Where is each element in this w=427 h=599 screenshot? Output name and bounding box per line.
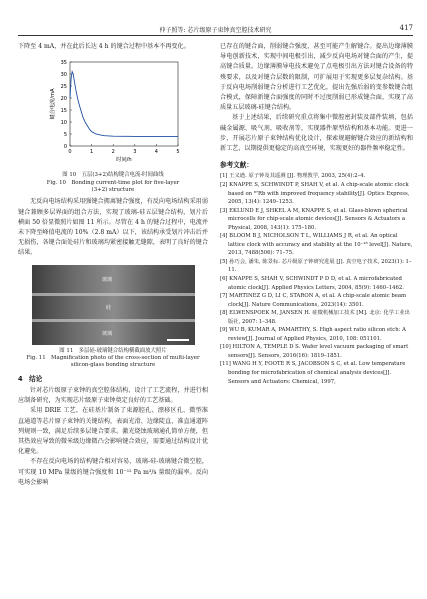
reference-item: [11] WANG H Y, FOOTE R S, JACOBSON S C, et al. Low temperature bonding for microfabrication of chemical analysis devices[J]. Sensors and Actuators: Chemical, 1997, bbox=[220, 361, 406, 385]
x-tick-label: 4 bbox=[154, 149, 158, 156]
references-heading: 参考文献： bbox=[220, 161, 253, 170]
conclusion-paragraph-1: 针对芯片级原子束钟的真空腔体结构，设计了工艺流程，并进行相应制备研究，为实现芯片级原子束钟奠定良好的工艺基础。 bbox=[18, 387, 208, 405]
reference-item: [2] KNAPPE S, SCHWINDT P, SHAH V, et al. A chip-scale atomic clock based on ⁸⁷Rb with improved frequency stability[J]. Optics Express, 2005, 13(4): 1249–1253. bbox=[220, 181, 410, 206]
x-tick-label: 5 bbox=[176, 149, 180, 156]
y-tick-label: 30 bbox=[60, 72, 67, 79]
y-tick-label: 15 bbox=[60, 108, 67, 115]
y-tick-label: 10 bbox=[60, 120, 67, 127]
fig11-caption-cn: 图 11 多层硅-玻璃键合结构横截面放大照片 bbox=[59, 347, 167, 354]
fig10-caption-en-2: (3+2) structure bbox=[91, 187, 135, 194]
fig11-caption-en-1: Fig. 11 Magnification photo of the cross-section of multi-layer bbox=[26, 355, 200, 362]
y-tick-label: 35 bbox=[60, 60, 67, 67]
plot-frame bbox=[70, 62, 178, 146]
reference-item: [10] HILTON A, TEMPLE D S. Wafer level vacuum packaging of smart sensors[J]. Sensors, 2016(16): 1819–1851. bbox=[220, 344, 409, 359]
y-tick-label: 5 bbox=[63, 132, 67, 139]
left-column bbox=[18, 42, 208, 488]
fig11-caption-en-2: silicon-glass bonding structure bbox=[70, 362, 156, 369]
silicon-label: 硅 bbox=[106, 304, 112, 311]
y-axis-label: 键合电流/mA bbox=[50, 88, 56, 120]
paragraph-mid: 无反向电场结构采用强键合拥离键合强度，有反向电场结构采用弱键合兼顾多层界面的组合方法，实现了玻璃-硅五层键合结构，划片后横面 50 倍显微照片如图 11 所示。尽管在 4 h 的键合过程中，电流并未下降至峰值电流的 10%（2.8 mA）以下，该结构承受划片冲击后并无损伤，各键合面处硅片和玻璃均紧密接触无缝隙，表明了良好的键合结果。 bbox=[18, 198, 208, 257]
reference-item: [1] 王义遒. 原子钟及其遥测 [J]. 物理教学, 2003, 25(4):2–4. bbox=[220, 173, 366, 180]
section-heading-conclusion: 4 结论 bbox=[18, 374, 43, 383]
running-header bbox=[18, 24, 413, 36]
reference-list bbox=[220, 172, 413, 386]
bond-interface-line bbox=[32, 293, 195, 296]
glass-label-top: 玻璃 bbox=[102, 276, 113, 283]
reference-item: [6] KNAPPE S, SHAH V, SCHWINDT P D D, et al. A microfabricated atomic clock[J]. Applied Physics Letters, 2004, 85(9): 1460–1462. bbox=[220, 276, 404, 291]
reference-item: [5] 孙巧会, 潘朱, 陈景标. 芯片级原子钟研究进展 [J]. 真空电子技术, 2023(1): 1–11. bbox=[220, 258, 412, 274]
y-tick-label: 0 bbox=[63, 144, 67, 151]
x-tick-label: 2 bbox=[111, 149, 115, 156]
cross-section-micrograph bbox=[32, 265, 195, 345]
fig10-caption-cn: 图 10 五层(3+2)结构键合电流-时间曲线 bbox=[62, 172, 164, 179]
x-axis-label: 时间/h bbox=[116, 157, 132, 164]
glass-label-bottom: 玻璃 bbox=[102, 330, 113, 337]
x-tick-label: 0 bbox=[68, 149, 72, 156]
reference-item: [7] MARTINEZ G D, LI C, STARON A, et al. A chip-scale atomic beam clock[J]. Nature Communications, 2023(14): 3501. bbox=[220, 293, 407, 308]
page-number: 417 bbox=[399, 24, 413, 32]
bonding-current-chart bbox=[18, 54, 208, 172]
y-tick-label: 25 bbox=[60, 84, 67, 91]
running-title: 仲子照等: 芯片级原子束钟真空腔技术研究 bbox=[159, 27, 272, 34]
reference-item: [9] WU B, KUMAR A, PAMARTHY, S. High aspect ratio silicon etch: A review[J]. Journal of Applied Physics, 2010, 108: 051101. bbox=[220, 327, 406, 342]
conclusion-paragraph-3: 不存在反向电场的结构键合相对容易，玻璃-硅-玻璃键合微空腔，可实现 10 MPa 量级的键合强度和 10⁻¹² Pa m³/s 量级的漏率。反向电场会影响 bbox=[18, 458, 208, 486]
paragraph-future-work: 基于上述结果，后续研究重点将集中微腔密封装及部件装填，包括碱金属源、吸气剂、吸收剂等，实现器件原型结构和基本功能。更进一步，开展芯片原子束钟结构优化设计，探索规避解键合效应的新结构和新工艺，以期提供更稳定的高真空环境，实现更好的器件频率稳定性。 bbox=[220, 114, 413, 153]
bond-interface-line bbox=[32, 319, 195, 322]
reference-item: [3] EKLUND E J, SHKEL A M, KNAPPE S, et al. Glass-blown spherical microcells for chip-scale atomic devices[J]. Sensors & Actuators a Physical, 2008, 143(1): 175–180. bbox=[220, 207, 408, 231]
right-column bbox=[220, 42, 413, 386]
fig10-caption-en-1: Fig. 10 Bonding current-time plot for five-layer bbox=[46, 179, 180, 186]
figure-10 bbox=[18, 54, 208, 172]
conclusion-paragraph-2: 采用 DRIE 工艺，在硅基片制备了束源腔孔、漂移区孔、微型准直通道等芯片原子束钟的关键结构，表面光滑、边缘陡直，准直通道阵列规则一致，满足后续多层键合要求。激光烧蚀玻璃通孔简单方便，但其热效应导致的微米级边缘微凸会影响键合效应，需要通过结构设计优化避免。 bbox=[18, 407, 208, 456]
scale-bar bbox=[167, 339, 189, 341]
reference-item: [8] ELWENSPOEK M, JANSEN H. 硅微机械加工技术 [M]. 北京: 化学工业出版社, 2007: 1–348. bbox=[220, 310, 410, 325]
x-tick-label: 3 bbox=[133, 149, 137, 156]
y-tick-label: 20 bbox=[60, 96, 67, 103]
paragraph-top: 下降至 4 mA，并在此后长达 4 h 的键合过程中基本不再变化。 bbox=[18, 43, 190, 50]
paragraph-continued: 已存在的键合面，削弱键合强度，甚至可能产生解键合。提出边缘薄膜导电创新技术，实现中间电极引出，减少反向电场对键合面的产生，提高键合质量。边缘薄膜导电技术避免了点电极引出方法对键合设备的特殊要求，以及对键合层数的限制，可扩展用于实现更多层复杂结构。基于反向电场削弱键合分析进行工艺优化，提出先强后弱的变参数键合组合模式，保障新键合面强度的同时不过度削弱已形成键合面，实现了高质量五层玻璃-硅键合结构。 bbox=[220, 43, 413, 112]
reference-item: [4] BLOOM B J, NICHOLSON T L, WILLIAMS J R, et al. An optical lattice clock with accuracy and stability at the 10⁻¹⁸ level[J]. Nature, 2013, 7488(506): 71–75. bbox=[220, 233, 413, 257]
current-series-line bbox=[70, 72, 178, 137]
x-tick-label: 1 bbox=[90, 149, 94, 156]
